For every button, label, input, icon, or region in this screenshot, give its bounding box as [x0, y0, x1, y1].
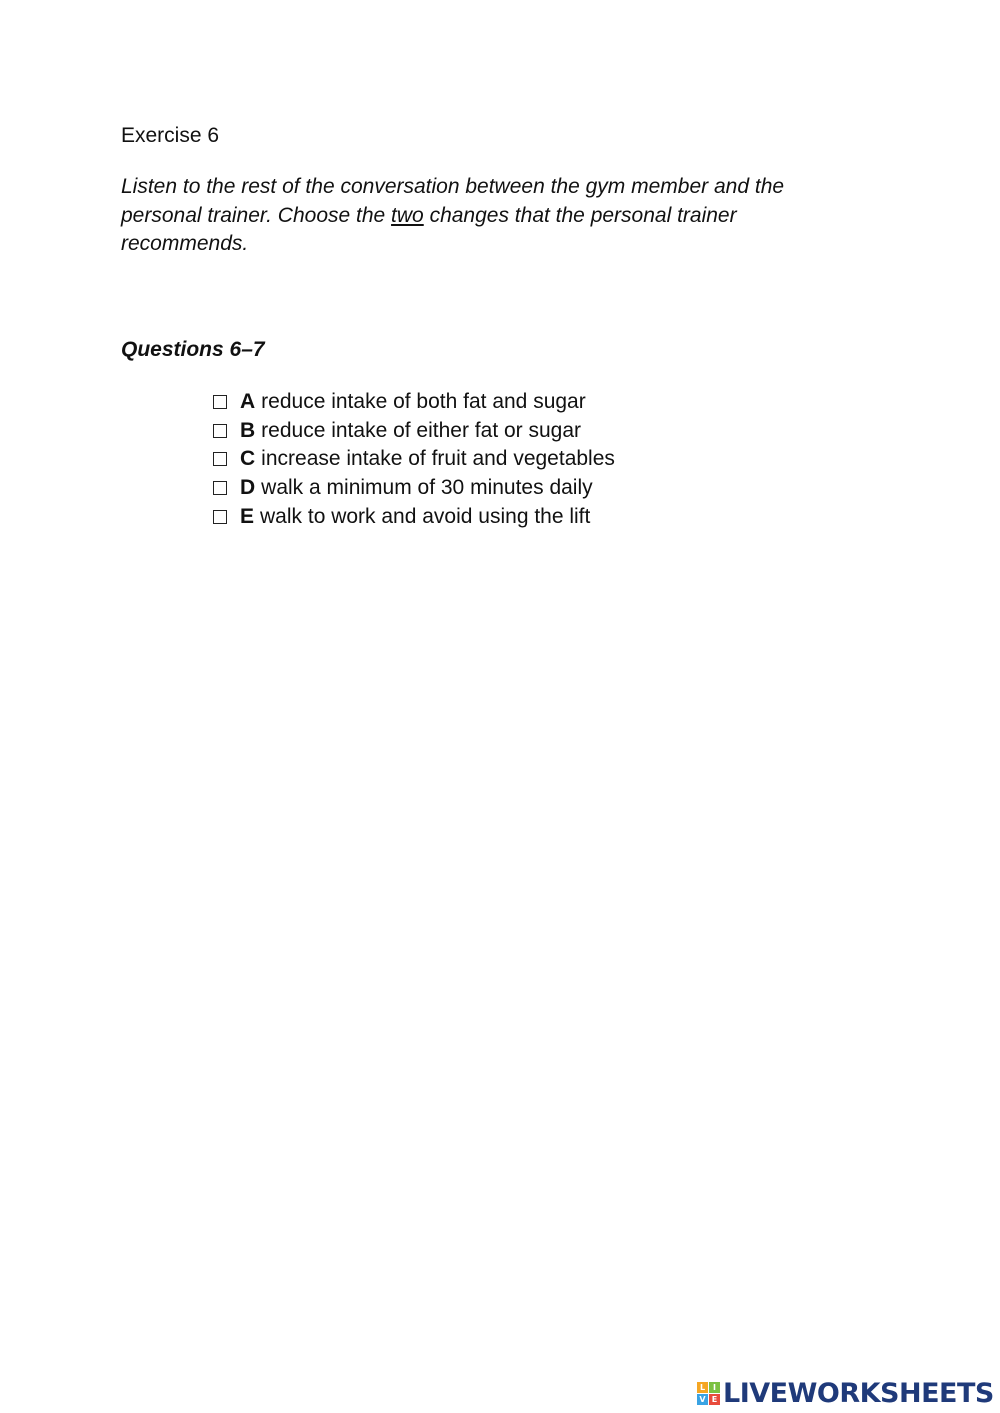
option-a[interactable]	[213, 388, 615, 417]
exercise-title: Exercise 6	[121, 124, 220, 147]
checkbox-icon[interactable]	[213, 452, 227, 466]
checkbox-icon[interactable]	[213, 395, 227, 409]
instructions-part-1: Listen to the rest of the conversation between the gym member and the personal trainer. Choose the	[121, 175, 785, 227]
option-e[interactable]	[213, 502, 615, 531]
option-d[interactable]	[213, 474, 615, 503]
option-b[interactable]	[213, 417, 615, 446]
logo-mark-letter: E	[709, 1394, 720, 1405]
options-list	[213, 388, 615, 531]
option-text: increase intake of fruit and vegetables	[261, 447, 615, 471]
option-text: reduce intake of both fat and sugar	[261, 390, 586, 414]
logo-mark-icon	[697, 1382, 720, 1405]
option-text: walk a minimum of 30 minutes daily	[261, 476, 593, 500]
option-letter: A	[240, 390, 256, 414]
option-letter: B	[240, 418, 256, 442]
questions-heading: Questions 6–7	[121, 338, 265, 361]
checkbox-icon[interactable]	[213, 481, 227, 495]
checkbox-icon[interactable]	[213, 510, 227, 524]
logo-mark-letter: V	[697, 1394, 708, 1405]
liveworksheets-logo[interactable]	[697, 1378, 994, 1409]
option-text: reduce intake of either fat or sugar	[261, 418, 582, 442]
option-letter: C	[240, 447, 256, 471]
logo-text: LIVEWORKSHEETS	[723, 1378, 994, 1409]
option-c[interactable]	[213, 445, 615, 474]
instructions-text	[121, 173, 841, 259]
checkbox-icon[interactable]	[213, 424, 227, 438]
instructions-underlined-word: two	[391, 203, 424, 227]
logo-mark-letter: I	[709, 1382, 720, 1393]
option-letter: E	[240, 504, 255, 528]
option-letter: D	[240, 476, 256, 500]
logo-mark-letter: L	[697, 1382, 708, 1393]
option-text: walk to work and avoid using the lift	[260, 504, 591, 528]
instructions-part-2: changes that the personal trainer recommends.	[121, 203, 737, 255]
